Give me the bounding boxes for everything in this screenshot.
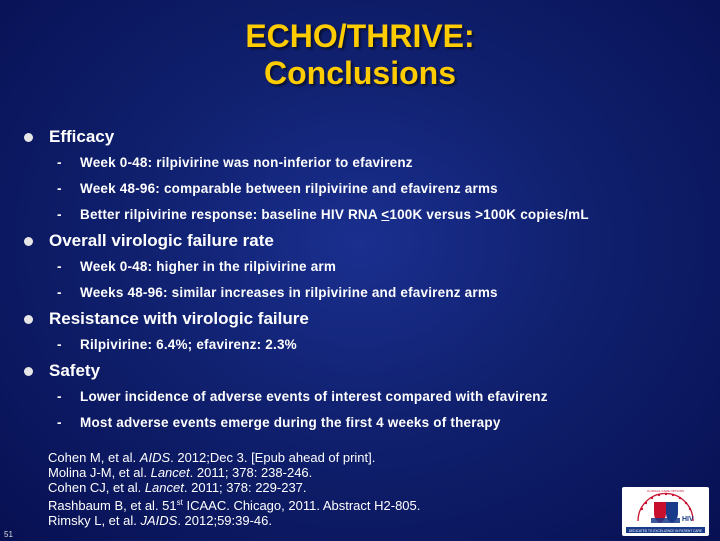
bullet-virologic-failure [24, 228, 704, 254]
sub-bullet [24, 332, 704, 358]
sub-bullet [24, 176, 704, 202]
sub-bullet [24, 280, 704, 306]
dash-icon: - [57, 181, 62, 196]
bullet-dot-icon [24, 367, 33, 376]
sub-bullet [24, 202, 704, 228]
reference-5: Rimsky L, et al. JAIDS. 2012;59:39-46. [48, 513, 273, 528]
bullet-heading: Safety [49, 361, 101, 380]
clinical-care-options-logo [622, 487, 709, 536]
logo-tagline: DEDICATED TO EXCELLENCE IN PATIENT CARE [629, 528, 702, 533]
dash-icon: - [57, 337, 62, 352]
bullet-heading: Resistance with virologic failure [49, 309, 309, 328]
sub-bullet [24, 254, 704, 280]
reference-3: Cohen CJ, et al. Lancet. 2011; 378: 229-237. [48, 480, 307, 495]
slide-title [0, 18, 720, 92]
bullet-dot-icon [24, 237, 33, 246]
reference-2: Molina J-M, et al. Lancet. 2011; 378: 238-246. [48, 465, 313, 480]
sub-bullet-text-suffix: 100K versus >100K copies/mL [389, 207, 589, 222]
sub-bullet [24, 384, 704, 410]
dash-icon: - [57, 207, 62, 222]
dash-icon: - [57, 259, 62, 274]
bullet-heading: Overall virologic failure rate [49, 231, 274, 250]
conclusions-list [24, 124, 704, 436]
dash-icon: - [57, 155, 62, 170]
logo-icon [622, 487, 709, 536]
bullet-dot-icon [24, 133, 33, 142]
bullet-safety [24, 358, 704, 384]
sub-bullet-text: Most adverse events emerge during the first 4 weeks of therapy [80, 415, 501, 430]
dash-icon: - [57, 415, 62, 430]
bullet-efficacy [24, 124, 704, 150]
dash-icon: - [57, 285, 62, 300]
title-line-2: Conclusions [263, 55, 456, 91]
sub-bullet [24, 410, 704, 436]
sub-bullet-text: Weeks 48-96: similar increases in rilpivirine and efavirenz arms [80, 285, 498, 300]
page-number: 51 [4, 530, 13, 539]
bullet-heading: Efficacy [49, 127, 115, 146]
sub-bullet-text: Week 0-48: higher in the rilpivirine arm [80, 259, 337, 274]
sub-bullet-text-prefix: Better rilpivirine response: baseline HIV RNA [80, 207, 382, 222]
sub-bullet-text: Week 0-48: rilpivirine was non-inferior to efavirenz [80, 155, 413, 170]
sub-bullet [24, 150, 704, 176]
reference-4: Rashbaum B, et al. 51st ICAAC. Chicago, 2011. Abstract H2-805. [48, 498, 421, 513]
logo-badge: HIV [682, 516, 694, 523]
logo-text: CLINICAL CARE OPTIONS [647, 489, 684, 493]
title-line-1: ECHO/THRIVE: [245, 18, 475, 54]
references [48, 450, 420, 528]
sub-bullet-text: Lower incidence of adverse events of interest compared with efavirenz [80, 389, 548, 404]
sub-bullet-text: Rilpivirine: 6.4%; efavirenz: 2.3% [80, 337, 297, 352]
less-than-or-equal-symbol: < [381, 207, 390, 222]
bullet-resistance [24, 306, 704, 332]
sub-bullet-text: Week 48-96: comparable between rilpivirine and efavirenz arms [80, 181, 498, 196]
dash-icon: - [57, 389, 62, 404]
bullet-dot-icon [24, 315, 33, 324]
reference-1: Cohen M, et al. AIDS. 2012;Dec 3. [Epub ahead of print]. [48, 450, 376, 465]
